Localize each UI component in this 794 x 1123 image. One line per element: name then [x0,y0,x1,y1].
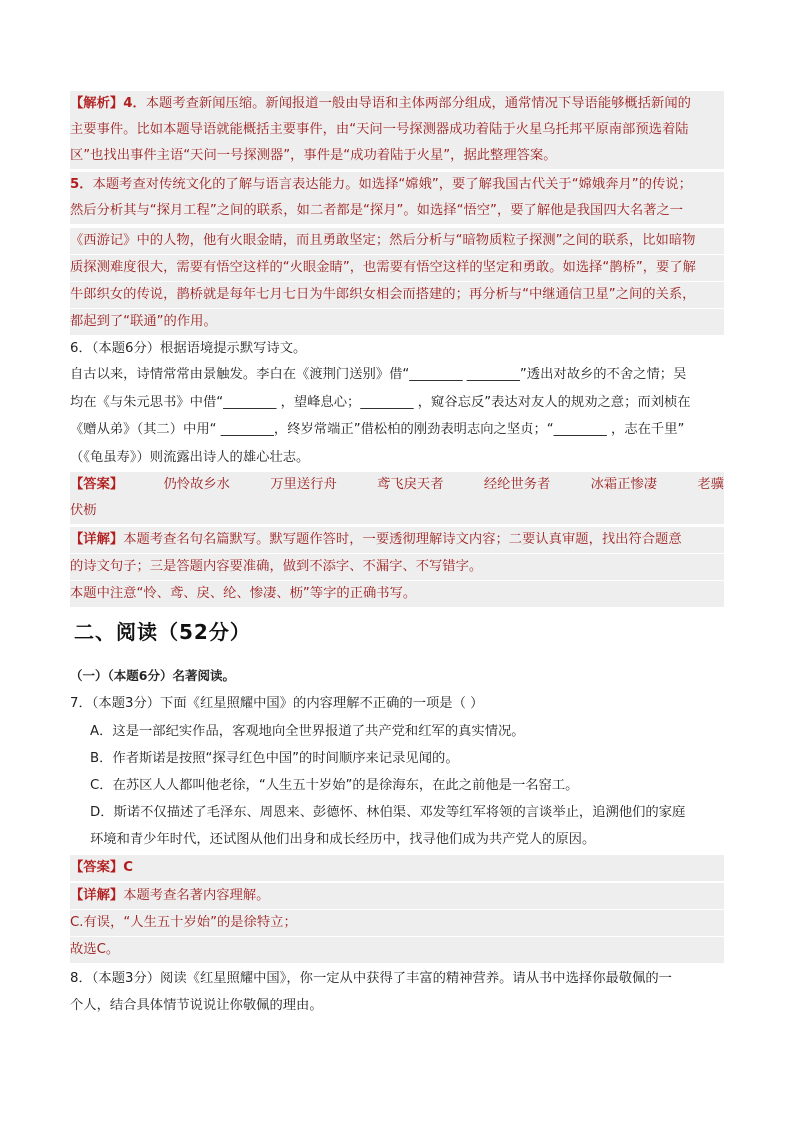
q5-analysis-line-3: 《西游记》中的人物，他有火眼金睛，而且勇敢坚定；然后分析与“暗物质粒子探测”之间的联系，比如暗物 [70,228,724,254]
q5-analysis-line-1 [70,172,724,198]
analysis-text: 本题考查新闻压缩。新闻报道一般由导语和主体两部分组成，通常情况下导语能够概括新闻的 [145,96,691,111]
subsection-title: （一）（本题6分）名著阅读。 [70,668,235,683]
q7-title: 7．（本题3分）下面《红星照耀中国》的内容理解不正确的一项是（ ） [70,696,484,711]
detail-label: 【详解】 [70,888,124,903]
analysis-text: 本题考查对传统文化的了解与语言表达能力。如选择“嫦娥”，要了解我国古代关于“嫦娥奔月”的传说； [92,177,692,192]
q8-line-1: 8．（本题3分）阅读《红星照耀中国》，你一定从中获得了丰富的精神营养。请从书中选择你最敬佩的一 [70,971,672,986]
detail-text: 本题考查名著内容理解。 [123,888,270,903]
answer-item: 冰霜正惨凄 [590,477,658,492]
q7-answer-row [70,855,724,881]
q7-explanation-line-2: 故选C。 [70,937,724,963]
q6-line-3: 《赠从弟》（其二）中用“ ________，终岁常端正”借松柏的刚劲表明志向之坚贞；“________ ，志在千里” [70,422,685,437]
answer-item: 鸢飞戾天者 [377,477,444,492]
q7-option-d-line-2: 环境和青少年时代，还试图从他们出身和成长经历中，找寻他们成为共产党人的原因。 [90,832,596,847]
q6-detail-line-1 [70,527,724,553]
q8-line-2: 个人，结合具体情节说说让你敬佩的理由。 [70,998,323,1013]
q7-option-a: A．这是一部纪实作品，客观地向全世界报道了共产党和红军的真实情况。 [90,724,525,739]
q6-line-1: 自古以来，诗情常常由景触发。李白在《渡荆门送别》借“________ ________”透出对故乡的不舍之情；吴 [70,367,687,382]
q5-analysis-line-2: 然后分析其与“探月工程”之间的联系，如二者都是“探月”。如选择“悟空”，要了解他是我国四大名著之一 [70,198,724,224]
detail-label: 【详解】 [70,532,124,547]
q7-detail-row [70,883,724,909]
q7-explanation-line-1: C.有误，“人生五十岁始”的是徐特立； [70,910,724,936]
answer-item: 经纶世务者 [483,477,551,492]
q6-line-4: （《龟虽寿》）则流露出诗人的雄心壮志。 [70,450,310,465]
question-number: 5． [70,177,93,192]
q6-answer-wrap: 伏枥 [70,498,724,524]
q7-option-c: C．在苏区人人都叫他老徐，“人生五十岁始”的是徐海东，在此之前他是一名窑工。 [90,778,579,793]
answer-label: 【答案】 [70,477,124,492]
q5-analysis-line-6: 都起到了“联通”的作用。 [70,309,724,335]
detail-text: 本题考查名句名篇默写。默写题作答时，一要透彻理解诗文内容；二要认真审题，找出符合题意 [123,532,682,547]
question-number: 4． [123,96,146,111]
q5-analysis-line-5: 牛郎织女的传说，鹊桥就是每年七月七日为牛郎织女相会而搭建的；再分析与“中继通信卫星”之间的关系， [70,282,724,308]
q5-analysis-line-4: 质探测难度很大，需要有悟空这样的“火眼金睛”，也需要有悟空这样的坚定和勇敢。如选择“鹊桥”，要了解 [70,255,724,281]
q6-detail-line-3: 本题中注意“怜、鸢、戾、纶、惨凄、枥”等字的正确书写。 [70,581,724,607]
q6-detail-line-2: 的诗文句子；三是答题内容要准确，做到不添字、不漏字、不写错字。 [70,554,724,580]
answer-value: C [123,860,133,875]
q4-analysis-line-1 [70,91,724,117]
q4-analysis-line-2: 主要事件。比如本题导语就能概括主要事件，由“天问一号探测器成功着陆于火星乌托邦平原南部预选着陆 [70,117,724,143]
q7-option-d-line-1: D．斯诺不仅描述了毛泽东、周恩来、彭德怀、林伯渠、邓发等红军将领的言谈举止，追溯他们的家庭 [90,805,686,820]
answer-item: 老骥 [697,477,724,492]
q6-title: 6．（本题6分）根据语境提示默写诗文。 [70,341,307,356]
q4-analysis-line-3: 区”也找出事件主语“天问一号探测器”，事件是“成功着陆于火星”，据此整理答案。 [70,143,724,169]
q6-answer-row [70,472,724,498]
q7-option-b: B．作者斯诺是按照“探寻红色中国”的时间顺序来记录见闻的。 [90,751,459,766]
q6-line-2: 均在《与朱元思书》中借“________ ，望峰息心；________ ，窥谷忘反”表达对友人的规劝之意；而刘桢在 [70,395,691,410]
section-heading: 二、阅读（52分） [74,620,251,644]
answer-label: 【答案】 [70,860,124,875]
answer-item: 仍怜故乡水 [163,477,230,492]
answer-item: 万里送行舟 [270,477,337,492]
analysis-label: 【解析】 [70,96,124,111]
